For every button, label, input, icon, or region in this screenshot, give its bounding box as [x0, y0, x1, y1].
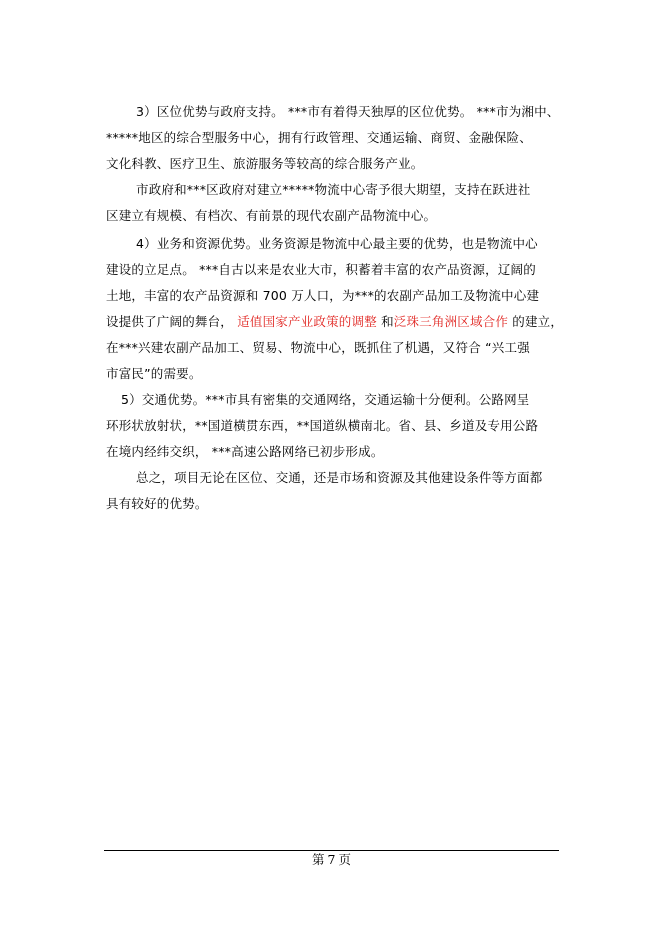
- p3-line-4: [106, 314, 563, 330]
- p1-line-2: *****地区的综合型服务中心，拥有行政管理、交通运输、商贸、金融保险、: [106, 130, 532, 145]
- p1-line-3: 文化科教、医疗卫生、旅游服务等较高的综合服务产业。: [106, 156, 424, 171]
- p3-line-1: 4）业务和资源优势。业务资源是物流中心最主要的优势，也是物流中心: [136, 236, 538, 251]
- p3-line-5: 在***兴建农副产品加工、贸易、物流中心，既抓住了机遇，又符合 “兴工强: [106, 340, 530, 355]
- p3-line-4-text-b: 和: [376, 314, 394, 329]
- p2-line-2: 区建立有规模、有档次、有前景的现代农副产品物流中心。: [106, 208, 437, 223]
- p5-line-1: 总之，项目无论在区位、交通，还是市场和资源及其他建设条件等方面都: [136, 470, 543, 485]
- page-number: 7: [327, 852, 336, 867]
- p4-line-3: 在境内经纬交织， ***高速公路网络已初步形成。: [106, 444, 384, 459]
- p1-line-1: 3）区位优势与政府支持。 ***市有着得天独厚的区位优势。 ***市为湘中、: [136, 104, 560, 119]
- footer-divider: [104, 850, 559, 851]
- p5-line-2: 具有较好的优势。: [106, 496, 208, 511]
- p3-line-4-text-c: 的建立，: [508, 314, 564, 329]
- p4-line-1: 5）交通优势。***市具有密集的交通网络，交通运输十分便利。公路网呈: [121, 392, 530, 407]
- p3-line-3: 土地，丰富的农产品资源和 700 万人口，为***的农副产品加工及物流中心建: [106, 288, 540, 303]
- p2-line-1: 市政府和***区政府对建立*****物流中心寄予很大期望，支持在跃进社: [136, 182, 531, 197]
- p3-line-4-text-a: 设提供了广阔的舞台，: [106, 314, 238, 329]
- p3-line-2: 建设的立足点。 ***自古以来是农业大市，积蓄着丰富的农产品资源，辽阔的: [106, 262, 536, 277]
- highlight-policy-adjustment: 适值国家产业政策的调整: [237, 314, 377, 329]
- page-number-suffix: 页: [338, 852, 351, 867]
- page-footer: [104, 852, 559, 868]
- p4-line-2: 环形状放射状，**国道横贯东西，**国道纵横南北。省、县、乡道及专用公路: [106, 418, 539, 433]
- p3-line-6: 市富民”的需要。: [106, 366, 202, 381]
- highlight-pan-pearl-river-delta: 泛珠三角洲区域合作: [393, 314, 509, 329]
- page-number-prefix: 第: [312, 852, 325, 867]
